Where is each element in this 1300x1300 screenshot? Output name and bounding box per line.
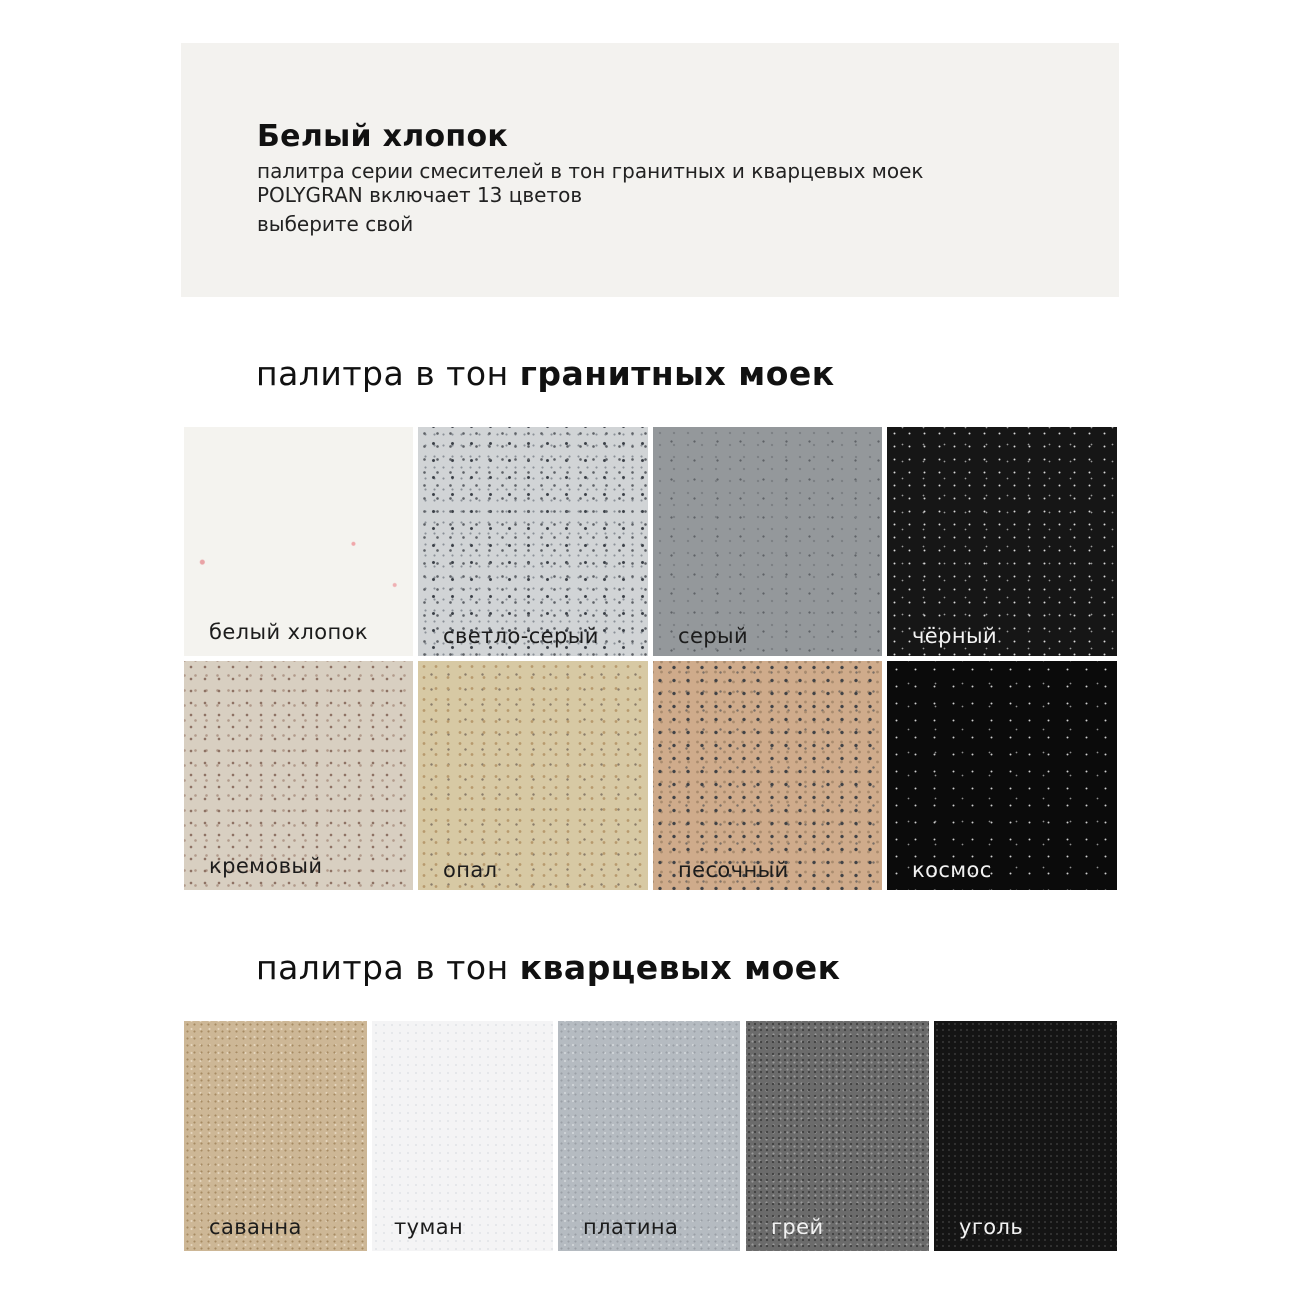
quartz-heading-regular: палитра в тон bbox=[256, 948, 520, 987]
swatch-label: опал bbox=[443, 858, 498, 882]
swatch-beliy-khlopok[interactable] bbox=[184, 427, 413, 656]
swatch-savanna[interactable] bbox=[184, 1021, 367, 1251]
swatch-kosmos[interactable] bbox=[887, 661, 1117, 890]
granite-palette-heading bbox=[256, 354, 835, 393]
swatch-cherniy[interactable] bbox=[887, 427, 1117, 656]
swatch-kremoviy[interactable] bbox=[184, 661, 413, 890]
swatch-label: чёрный bbox=[912, 624, 998, 648]
swatch-label: серый bbox=[678, 624, 749, 648]
granite-heading-bold: гранитных моек bbox=[519, 354, 835, 393]
swatch-label: песочный bbox=[678, 858, 789, 882]
hero-description: палитра серии смесителей в тон гранитных и кварцевых моек POLYGRAN включает 13 цветов bbox=[257, 159, 924, 207]
swatch-label: саванна bbox=[209, 1215, 302, 1239]
swatch-opal[interactable] bbox=[418, 661, 648, 890]
swatch-seriy[interactable] bbox=[653, 427, 882, 656]
quartz-heading-bold: кварцевых моек bbox=[519, 948, 841, 987]
swatch-label: светло-серый bbox=[443, 624, 599, 648]
swatch-pesochniy[interactable] bbox=[653, 661, 882, 890]
swatch-grey[interactable] bbox=[746, 1021, 929, 1251]
swatch-label: кремовый bbox=[209, 854, 323, 878]
swatch-ugol[interactable] bbox=[934, 1021, 1117, 1251]
swatch-label: белый хлопок bbox=[209, 620, 368, 644]
swatch-label: космос bbox=[912, 858, 992, 882]
hero-call-to-action: выберите свой bbox=[257, 212, 414, 236]
swatch-label: туман bbox=[394, 1215, 464, 1239]
swatch-label: грей bbox=[771, 1215, 824, 1239]
swatch-platina[interactable] bbox=[558, 1021, 740, 1251]
swatch-svetlo-seriy[interactable] bbox=[418, 427, 648, 656]
swatch-label: уголь bbox=[959, 1215, 1024, 1239]
swatch-tuman[interactable] bbox=[372, 1021, 553, 1251]
hero-banner bbox=[181, 43, 1119, 297]
quartz-palette-heading bbox=[256, 948, 841, 987]
page-title: Белый хлопок bbox=[257, 119, 509, 154]
swatch-label: платина bbox=[583, 1215, 679, 1239]
granite-heading-regular: палитра в тон bbox=[256, 354, 520, 393]
